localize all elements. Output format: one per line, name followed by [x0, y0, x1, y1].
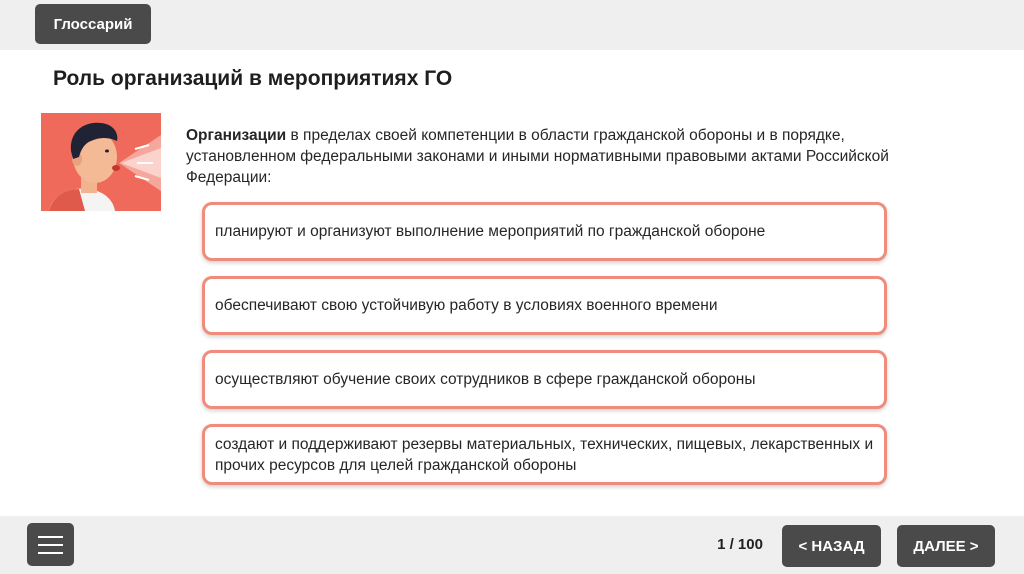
list-item	[202, 202, 887, 261]
hamburger-menu-icon-line	[38, 544, 63, 546]
top-bar	[0, 0, 1024, 50]
list-item-text: планируют и организуют выполнение мероприятий по гражданской обороне	[215, 223, 766, 240]
intro-body: в пределах своей компетенции в области гражданской обороны и в порядке, установленном федеральными законами и иными нормативными правовыми актами Российской Федерации:	[186, 127, 889, 186]
list-item	[202, 276, 887, 335]
glossary-button[interactable]: Глоссарий	[35, 4, 151, 44]
back-button[interactable]: < НАЗАД	[782, 525, 881, 567]
list-item	[202, 350, 887, 409]
list-item-text: осуществляют обучение своих сотрудников в сфере гражданской обороны	[215, 371, 756, 388]
list-item-text: обеспечивают свою устойчивую работу в условиях военного времени	[215, 297, 718, 314]
list-item-text: создают и поддерживают резервы материальных, технических, пищевых, лекарственных и прочих ресурсов для целей гражданской обороны	[215, 435, 874, 474]
hamburger-menu-icon	[38, 536, 63, 538]
intro-bold: Организации	[186, 127, 287, 144]
next-button[interactable]: ДАЛЕЕ >	[897, 525, 995, 567]
menu-button[interactable]	[27, 523, 74, 566]
hamburger-menu-icon-line	[38, 552, 63, 554]
intro-text	[186, 125, 946, 188]
page-counter: 1 / 100	[717, 536, 763, 553]
speaking-person-illustration	[41, 113, 161, 211]
list-item	[202, 424, 887, 485]
page-title: Роль организаций в мероприятиях ГО	[53, 67, 453, 90]
